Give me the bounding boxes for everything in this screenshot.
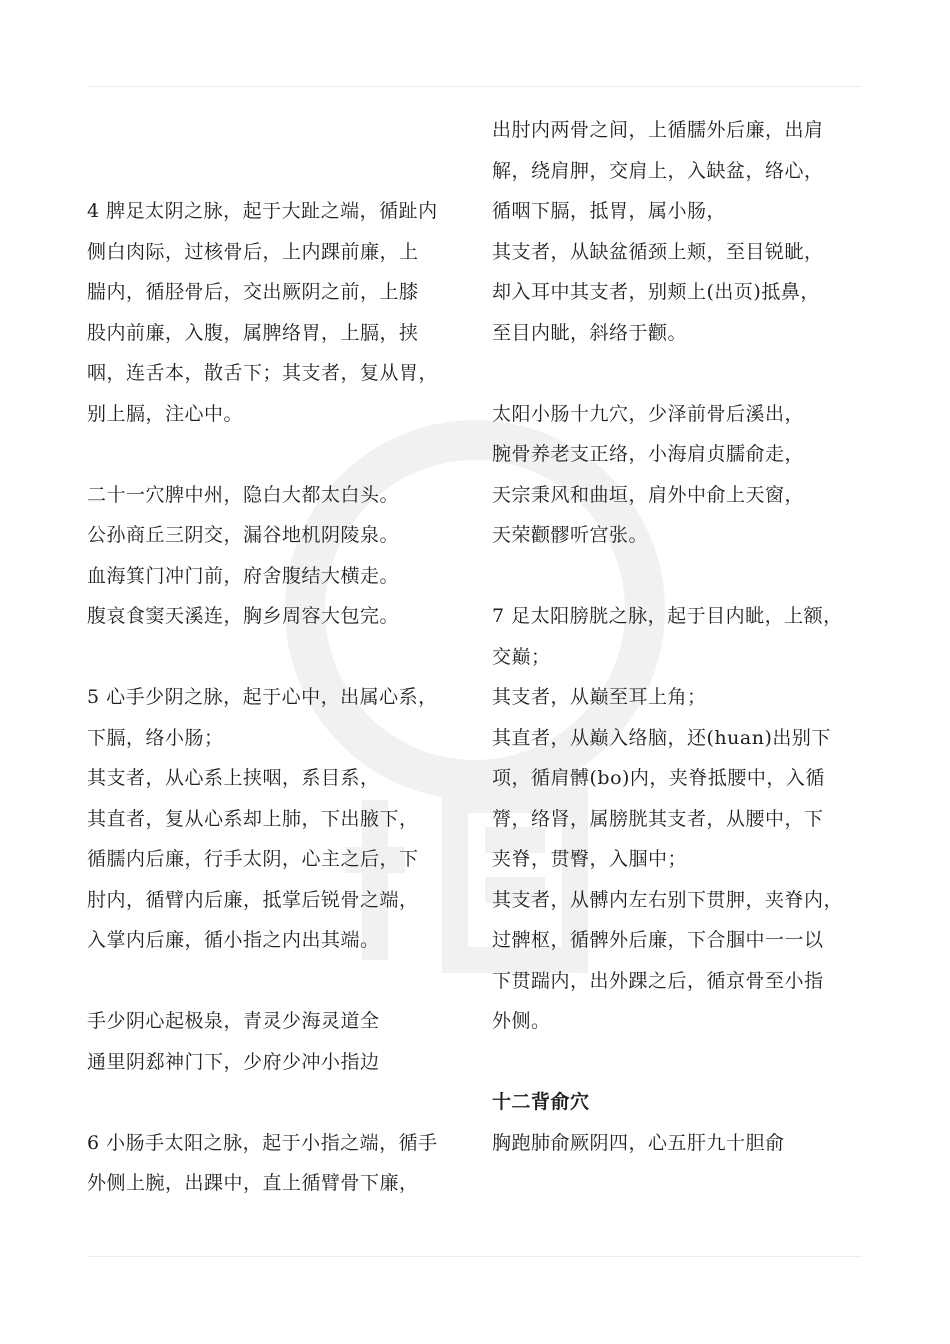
text-line: 腨内，循胫骨后，交出厥阴之前，上膝 [87, 281, 419, 303]
text-line: 循臑内后廉，行手太阴，心主之后，下 [87, 848, 419, 870]
text-line: 腕骨养老支正络，小海肩贞臑俞走， [492, 443, 805, 465]
text-line: 咽，连舌本，散舌下；其支者，复从胃， [87, 362, 439, 384]
paragraph-spleen-meridian [87, 191, 467, 434]
text-line: 解，绕肩胛，交肩上，入缺盆，络心， [492, 159, 824, 182]
verse-spleen-points [87, 475, 467, 637]
text-line: 入掌内后廉，循小指之内出其端。 [87, 929, 380, 951]
text-line: 其支者，从缺盆循颈上颊，至目锐眦， [492, 240, 824, 263]
section-heading: 十二背俞穴 [492, 1091, 590, 1113]
paragraph-bladder-meridian [492, 596, 876, 1042]
text-line: 却入耳中其支者，别颊上(出页)抵鼻， [492, 281, 820, 303]
text-line: 过髀枢，循髀外后廉，下合腘中一一以 [492, 929, 824, 951]
verse-small-intestine-points [492, 394, 876, 556]
verse-heart-points [87, 1001, 467, 1082]
text-line: 公孙商丘三阴交，漏谷地机阴陵泉。 [87, 524, 400, 546]
text-line: 循咽下膈，抵胃，属小肠， [492, 200, 727, 222]
text-line: 7 足太阳膀胱之脉，起于目内眦，上额， [492, 605, 843, 627]
text-line: 项，循肩髆(bo)内，夹脊抵腰中，入循 [492, 767, 825, 789]
text-line: 天荣颧髎听宫张。 [492, 524, 649, 546]
text-line: 6 小肠手太阳之脉，起于小指之端，循手 [87, 1131, 438, 1154]
verse-back-shu-points [492, 1123, 876, 1164]
text-line: 出肘内两骨之间，上循臑外后廉，出肩 [492, 119, 824, 141]
right-column [492, 110, 876, 1163]
text-line: 交巅； [492, 645, 551, 668]
text-line: 下贯踹内，出外踝之后，循京骨至小指 [492, 969, 824, 992]
text-line: 腹哀食窦天溪连，胸乡周容大包完。 [87, 605, 400, 627]
text-line: 太阳小肠十九穴，少泽前骨后溪出， [492, 402, 805, 425]
paragraph-small-intestine-meridian [87, 1123, 467, 1204]
text-line: 5 心手少阴之脉，起于心中，出属心系， [87, 686, 438, 708]
text-line: 别上膈，注心中。 [87, 402, 244, 425]
text-line: 外侧。 [492, 1010, 551, 1032]
text-line: 膂，络肾，属膀胱其支者，从腰中，下 [492, 807, 824, 830]
footer-divider [88, 1256, 862, 1257]
text-line: 肘内，循臂内后廉，抵掌后锐骨之端， [87, 888, 419, 911]
text-line: 其直者，从巅入络脑，还(huan)出别下 [492, 726, 831, 749]
text-line: 其支者，从髆内左右别下贯胛，夹脊内， [492, 888, 844, 911]
text-line: 侧白肉际，过核骨后，上内踝前廉，上 [87, 240, 419, 263]
text-line: 夹脊，贯臀，入腘中； [492, 848, 688, 870]
paragraph-small-intestine-continued [492, 110, 876, 353]
text-line: 天宗秉风和曲垣，肩外中俞上天窗， [492, 483, 805, 506]
text-line: 二十一穴脾中州，隐白大都太白头。 [87, 483, 400, 506]
text-line: 至目内眦，斜络于颧。 [492, 321, 688, 344]
text-line: 其直者，复从心系却上肺，下出腋下， [87, 807, 419, 830]
left-column [87, 191, 467, 1204]
text-line: 通里阴郄神门下，少府少冲小指边 [87, 1050, 380, 1073]
text-line: 手少阴心起极泉，青灵少海灵道全 [87, 1010, 380, 1032]
text-line: 外侧上腕，出踝中，直上循臂骨下廉， [87, 1172, 419, 1194]
text-line: 其支者，从巅至耳上角； [492, 686, 707, 708]
text-line: 胸跑肺俞厥阴四，心五肝九十胆俞 [492, 1131, 785, 1154]
text-line: 其支者，从心系上挟咽，系目系， [87, 767, 380, 789]
text-line: 下膈，络小肠； [87, 726, 224, 749]
paragraph-heart-meridian [87, 677, 467, 961]
text-line: 股内前廉，入腹，属脾络胃，上膈，挟 [87, 321, 419, 344]
text-line: 4 脾足太阴之脉，起于大趾之端，循趾内 [87, 200, 438, 222]
text-line: 血海箕门冲门前，府舍腹结大横走。 [87, 564, 400, 587]
header-divider [88, 86, 862, 87]
